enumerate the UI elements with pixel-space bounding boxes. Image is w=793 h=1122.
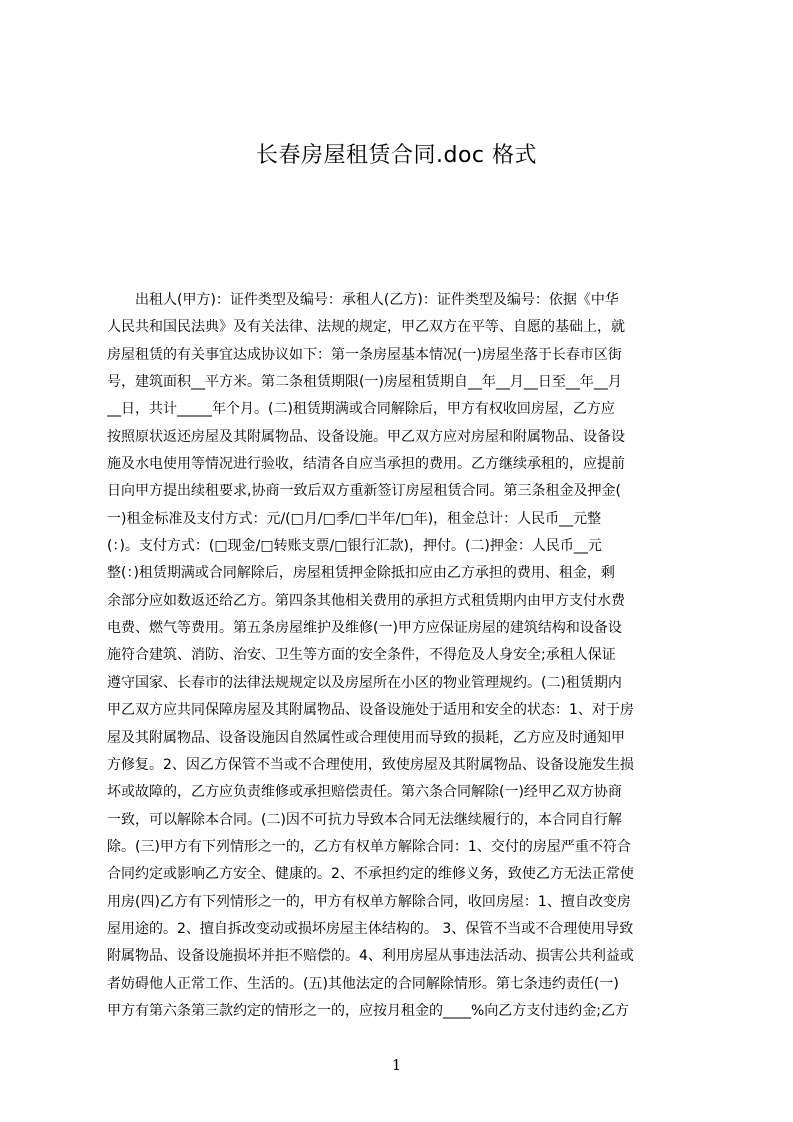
body-line: 甲方有第六条第三款约定的情形之一的，应按月租金的____%向乙方支付违约金;乙方 (107, 1002, 630, 1019)
body-line: 屋及其附属物品、设备设施因自然属性或合理使用而导致的损耗，乙方应及时通知甲 (107, 729, 625, 746)
body-line: 除。(三)甲方有下列情形之一的，乙方有权单方解除合同：1、交付的房屋严重不符合 (107, 838, 631, 855)
body-line: 合同约定或影响乙方安全、健康的。2、不承担约定的维修义务，致使乙方无法正常使 (107, 866, 634, 883)
body-line: 屋用途的。2、擅自拆改变动或损坏房屋主体结构的。 3、保管不当或不合理使用导致 (107, 920, 634, 937)
body-line: 用房(四)乙方有下列情形之一的，甲方有权单方解除合同，收回房屋：1、擅自改变房 (107, 893, 631, 910)
page-number: 1 (391, 1056, 402, 1074)
body-line: 坏或故障的，乙方应负责维修或承担赔偿责任。第六条合同解除(一)经甲乙双方协商 (107, 784, 622, 801)
body-line: 一致，可以解除本合同。(二)因不可抗力导致本合同无法继续履行的，本合同自行解 (107, 811, 622, 828)
body-line: 整(：)租赁期满或合同解除后，房屋租赁押金除抵扣应由乙方承担的费用、租金，剩 (107, 565, 615, 582)
body-line: (：)。支付方式：(□现金/□转账支票/□银行汇款)，押付。(二)押金：人民币__元 (107, 538, 602, 555)
body-line: 施及水电使用等情况进行验收，结清各自应当承担的费用。乙方继续承租的，应提前 (107, 456, 625, 473)
body-line: 者妨碍他人正常工作、生活的。(五)其他法定的合同解除情形。第七条违约责任(一) (107, 975, 619, 992)
body-line: 号，建筑面积__平方米。第二条租赁期限(一)房屋租赁期自__年__月__日至__年__月 (107, 374, 622, 391)
body-line: 按照原状返还房屋及其附属物品、设备设施。甲乙双方应对房屋和附属物品、设备设 (107, 428, 625, 445)
body-line: 人民共和国民法典》及有关法律、法规的规定，甲乙双方在平等、自愿的基础上，就 (107, 319, 625, 336)
body-line: 余部分应如数返还给乙方。第四条其他相关费用的承担方式租赁期内由甲方支付水费 (107, 592, 625, 609)
body-line: 甲乙双方应共同保障房屋及其附属物品、设备设施处于适用和安全的状态：1、对于房 (107, 702, 634, 719)
body-line: __日，共计_____年个月。(二)租赁期满或合同解除后，甲方有权收回房屋，乙方应 (107, 401, 615, 418)
body-line: 方修复。2、因乙方保管不当或不合理使用，致使房屋及其附属物品、设备设施发生损 (107, 756, 634, 773)
body-line: 房屋租赁的有关事宜达成协议如下：第一条房屋基本情况(一)房屋坐落于长春市区街 (107, 346, 622, 363)
body-line: 电费、燃气等费用。第五条房屋维护及维修(一)甲方应保证房屋的建筑结构和设备设 (107, 620, 622, 637)
body-line: 附属物品、设备设施损坏并拒不赔偿的。4、利用房屋从事违法活动、损害公共利益或 (107, 948, 634, 965)
document-body (107, 287, 700, 1025)
body-line: 日向甲方提出续租要求,协商一致后双方重新签订房屋租赁合同。第三条租金及押金( (107, 483, 621, 500)
body-line: 遵守国家、长春市的法律法规规定以及房屋所在小区的物业管理规约。(二)租赁期内 (107, 674, 622, 691)
body-line: 一)租金标准及支付方式：元/(□月/□季/□半年/□年)，租金总计：人民币__元整 (107, 510, 602, 527)
document-title: 长春房屋租赁合同.doc 格式 (255, 143, 537, 168)
body-line: 施符合建筑、消防、治安、卫生等方面的安全条件，不得危及人身安全;承租人保证 (107, 647, 616, 664)
body-line: 出租人(甲方)：证件类型及编号：承租人(乙方)：证件类型及编号：依据《中华 (107, 292, 619, 308)
